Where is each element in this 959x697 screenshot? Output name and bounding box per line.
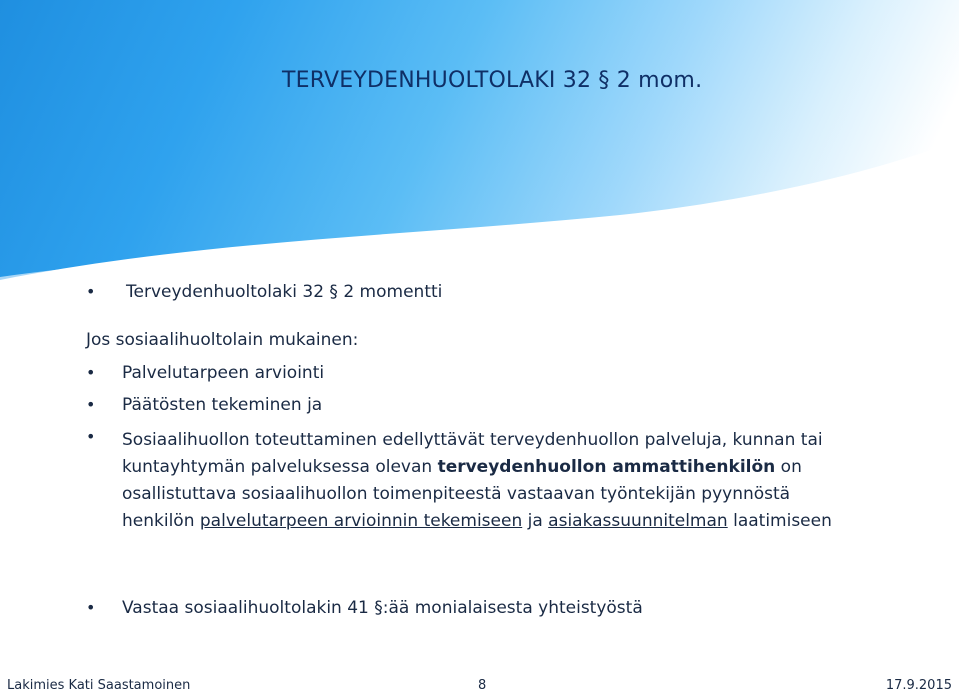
wave-decoration	[0, 0, 959, 280]
bullet-icon: •	[86, 427, 96, 446]
header-background	[0, 0, 959, 280]
bullet-icon: •	[86, 598, 96, 617]
footer-date: 17.9.2015	[885, 678, 952, 693]
list-item-text: Vastaa sosiaalihuoltolakin 41 §:ää monialaisesta yhteistyöstä	[122, 598, 643, 618]
paragraph-text: Sosiaalihuollon toteuttaminen edellyttävät terveydenhuollon palveluja, kunnan tai kuntayhtymän palveluksessa olevan	[122, 430, 823, 477]
list-item-text: Palvelutarpeen arviointi	[122, 363, 325, 383]
paragraph-bold: terveydenhuollon ammattihenkilön	[437, 457, 776, 477]
bullet-icon: •	[86, 395, 96, 414]
list-item-paragraph	[122, 427, 842, 535]
list-item-text: Terveydenhuoltolaki 32 § 2 momentti	[126, 282, 443, 302]
paragraph-text: on osallistuttava sosiaalihuollon toimenpiteestä vastaavan työntekijän pyynnöstä henkilön	[122, 457, 802, 531]
list-item-text: Päätösten tekeminen ja	[122, 395, 323, 415]
intro-label: Jos sosiaalihuoltolain mukainen:	[86, 330, 359, 350]
footer-author: Lakimies Kati Saastamoinen	[7, 678, 191, 693]
footer-page-number: 8	[478, 678, 487, 693]
paragraph-text: ja	[522, 511, 549, 531]
paragraph-underlined: palvelutarpeen arvioinnin tekemiseen	[199, 511, 523, 531]
paragraph-text: laatimiseen	[727, 511, 832, 531]
bullet-icon: •	[86, 363, 96, 382]
slide-footer	[0, 676, 959, 697]
bullet-icon: •	[86, 282, 96, 301]
paragraph-underlined: asiakassuunnitelman	[548, 511, 728, 531]
slide-title: TERVEYDENHUOLTOLAKI 32 § 2 mom.	[282, 68, 703, 93]
